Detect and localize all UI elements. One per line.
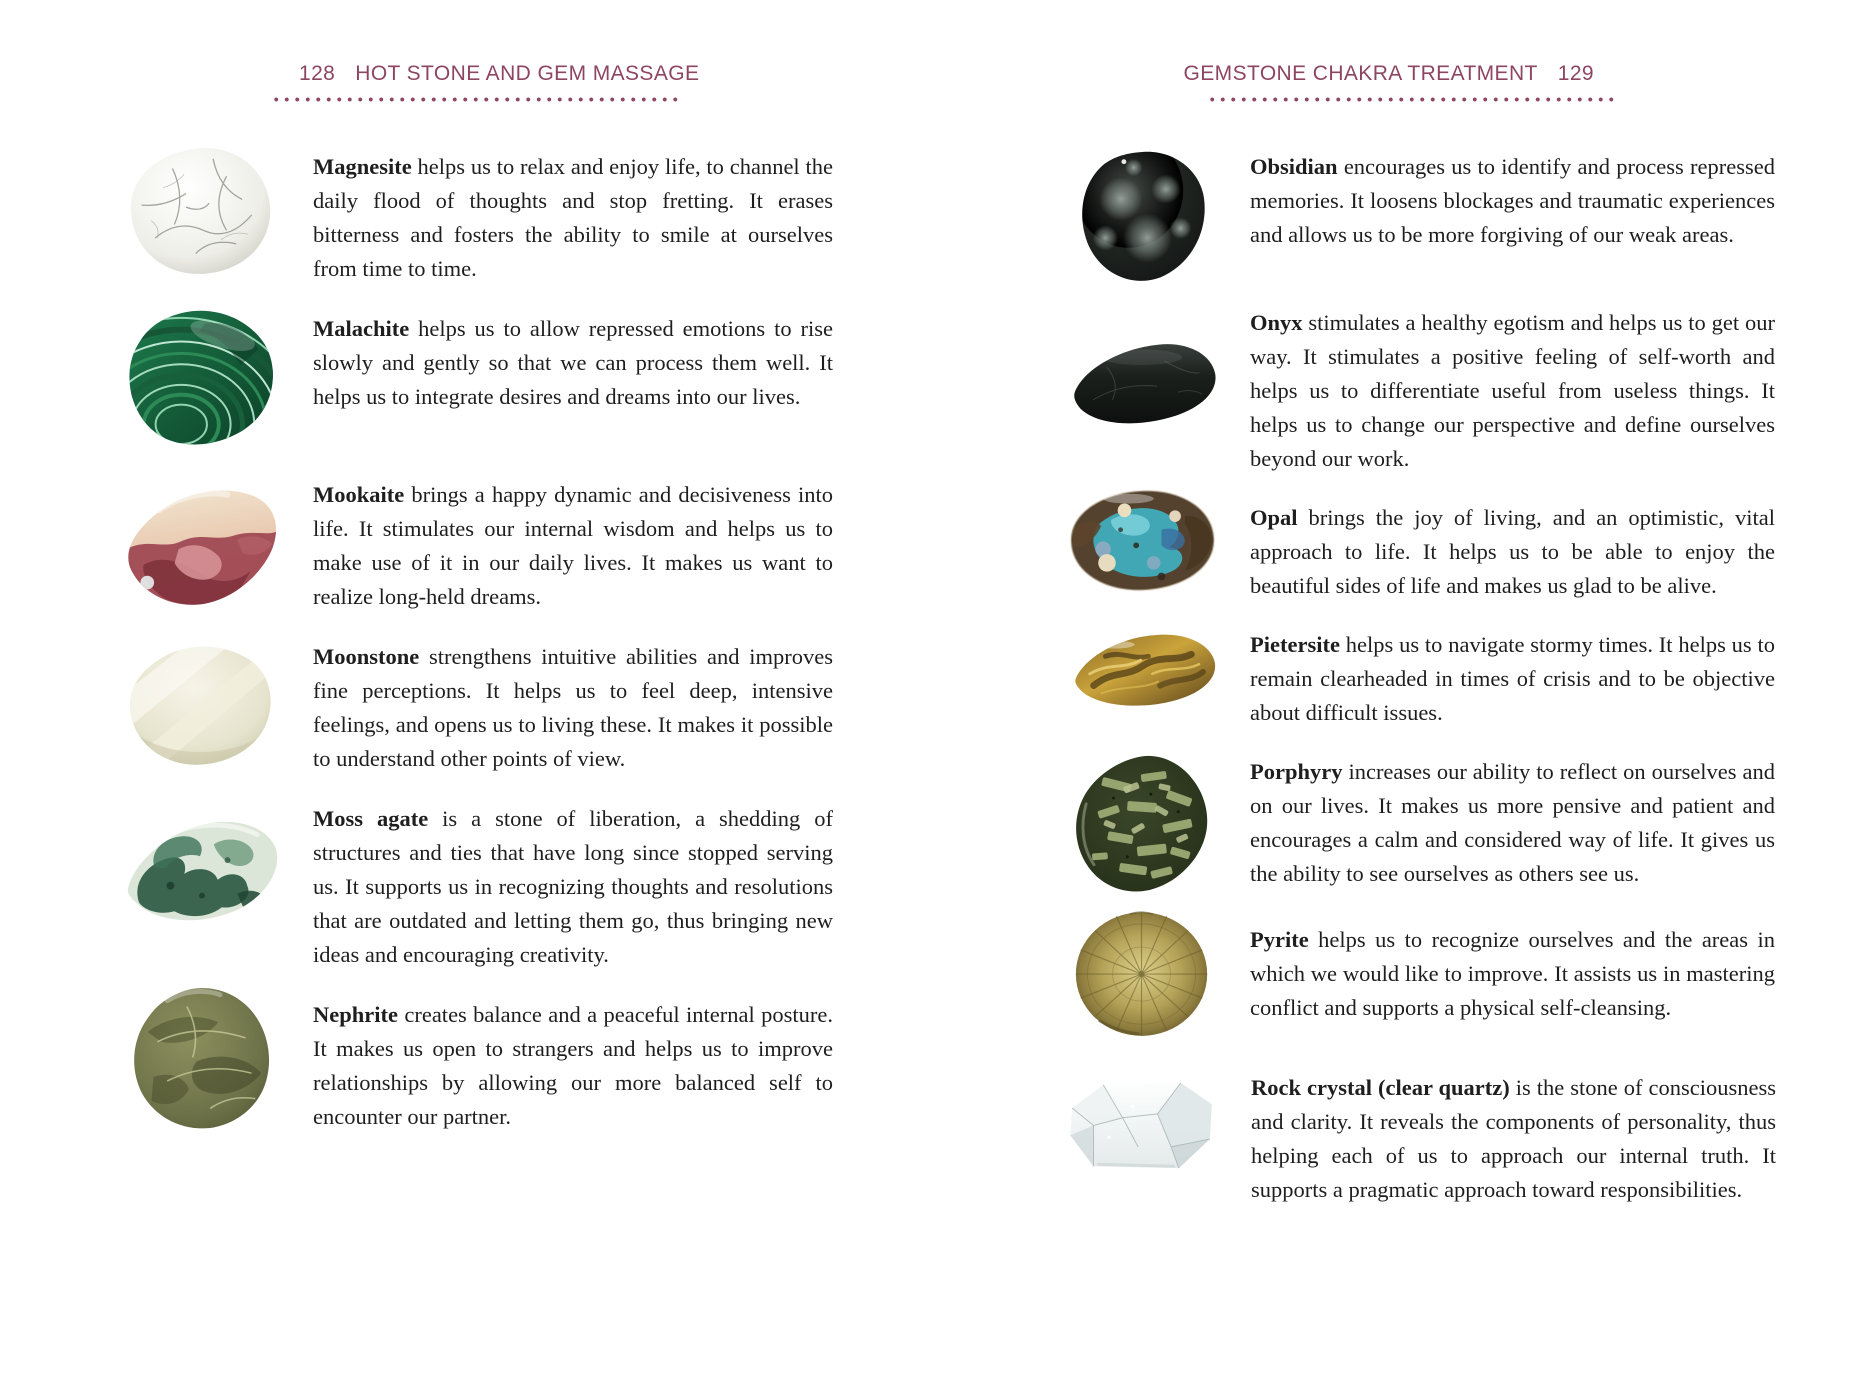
left-page-title: HOT STONE AND GEM MASSAGE [355, 62, 700, 85]
gem-entry-moss-agate [118, 802, 835, 972]
right-page-title: GEMSTONE CHAKRA TREATMENT [1183, 62, 1538, 85]
gem-description-moonstone [313, 640, 833, 776]
gem-body-text: strengthens intuitive abilities and improves fine perceptions. It helps us to feel deep, intensive feelings, and opens us to living these. It makes it possible to understand other points of view. [313, 644, 833, 771]
left-dotted-rule [271, 96, 681, 103]
malachite-stone-image [118, 312, 283, 452]
gem-body-text: helps us to recognize ourselves and the areas in which we would like to improve. It assists us in mastering conflict and supports a physical self-cleansing. [1250, 927, 1775, 1020]
gem-entry-nephrite [118, 998, 835, 1134]
gem-entry-pyrite [1063, 923, 1777, 1046]
gem-entry-malachite [118, 312, 835, 452]
onyx-stone-image [1063, 306, 1220, 427]
gem-entry-pietersite [1063, 628, 1777, 730]
gem-description-pyrite [1250, 923, 1775, 1025]
gem-description-magnesite [313, 150, 833, 286]
gem-name-rock-crystal: Rock crystal (clear quartz) [1251, 1075, 1510, 1100]
gem-description-obsidian [1250, 150, 1775, 252]
gem-name-pietersite: Pietersite [1250, 632, 1340, 657]
gem-description-porphyry [1250, 755, 1775, 891]
gem-entry-magnesite [118, 150, 835, 286]
gem-entry-obsidian [1063, 150, 1777, 281]
gem-entry-mookaite [118, 478, 835, 614]
gem-body-text: is the stone of consciousness and clarity. It reveals the components of personality, thus helping each of us to approach our internal truth. It supports a pragmatic approach toward responsibilities. [1251, 1075, 1776, 1202]
gem-description-pietersite [1250, 628, 1775, 730]
gem-body-text: helps us to allow repressed emotions to rise slowly and gently so that we can process them well. It helps us to integrate desires and dreams into our lives. [313, 316, 833, 409]
obsidian-stone-image [1063, 150, 1220, 281]
right-page-entries [1063, 150, 1777, 1232]
gem-description-rock-crystal [1251, 1071, 1776, 1207]
gem-entry-onyx [1063, 306, 1777, 476]
gem-name-porphyry: Porphyry [1250, 759, 1343, 784]
gem-entry-moonstone [118, 640, 835, 776]
mookaite-stone-image [118, 478, 283, 608]
gem-name-magnesite: Magnesite [313, 154, 412, 179]
gem-body-text: helps us to relax and enjoy life, to channel the daily flood of thoughts and stop fretting. It erases bitterness and fosters the ability to smile at ourselves from time to time. [313, 154, 833, 281]
gem-body-text: stimulates a healthy egotism and helps us to get our way. It stimulates a positive feeling of self-worth and helps us to differentiate useful from useless things. It helps us to change our perspective and define ourselves beyond our work. [1250, 310, 1775, 471]
gem-body-text: is a stone of liberation, a shedding of structures and ties that have long since stopped serving us. It supports us in recognizing thoughts and resolutions that are outdated and letting them go, thus bringing new ideas and encouraging creativity. [313, 806, 833, 967]
gem-name-malachite: Malachite [313, 316, 410, 341]
opal-stone-image [1063, 501, 1220, 594]
gem-name-moss-agate: Moss agate [313, 806, 429, 831]
gem-description-onyx [1250, 306, 1775, 476]
moonstone-stone-image [118, 640, 283, 768]
gem-name-opal: Opal [1250, 505, 1298, 530]
gem-name-moonstone: Moonstone [313, 644, 420, 669]
right-dotted-rule [1207, 96, 1617, 103]
gem-entry-opal [1063, 501, 1777, 603]
rock-crystal-stone-image [1063, 1071, 1221, 1174]
gem-description-malachite [313, 312, 833, 414]
gem-body-text: increases our ability to reflect on ourselves and on our lives. It makes us more pensive and patient and encourages a calm and considered way of life. It gives us the ability to see ourselves as others see us. [1250, 759, 1775, 886]
nephrite-stone-image [118, 998, 283, 1130]
left-page-number: 128 [299, 62, 336, 85]
gem-entry-rock-crystal [1063, 1071, 1777, 1207]
gem-description-mookaite [313, 478, 833, 614]
gem-name-obsidian: Obsidian [1250, 154, 1338, 179]
gem-name-mookaite: Mookaite [313, 482, 405, 507]
gem-name-onyx: Onyx [1250, 310, 1303, 335]
magnesite-stone-image [118, 150, 283, 277]
porphyry-stone-image [1063, 755, 1220, 898]
gem-name-pyrite: Pyrite [1250, 927, 1309, 952]
pyrite-stone-image [1063, 923, 1220, 1046]
gem-description-moss-agate [313, 802, 833, 972]
right-page-number: 129 [1557, 62, 1594, 85]
left-page-entries [118, 150, 835, 1160]
gem-description-nephrite [313, 998, 833, 1134]
gem-body-text: brings the joy of living, and an optimistic, vital approach to life. It helps us to be able to enjoy the beautiful sides of life and makes us glad to be alive. [1250, 505, 1775, 598]
gem-name-nephrite: Nephrite [313, 1002, 398, 1027]
right-running-head [1184, 62, 1594, 86]
gem-body-text: brings a happy dynamic and decisiveness into life. It stimulates our internal wisdom and helps us to make use of it in our daily lives. It makes us want to realize long-held dreams. [313, 482, 833, 609]
moss-agate-stone-image [118, 802, 283, 927]
gem-description-opal [1250, 501, 1775, 603]
gem-body-text: creates balance and a peaceful internal posture. It makes us open to strangers and helps us to improve relationships by allowing our more balanced self to encounter our partner. [313, 1002, 833, 1129]
gem-body-text: helps us to navigate stormy times. It helps us to remain clearheaded in times of crisis and to be objective about difficult issues. [1250, 632, 1775, 725]
gem-entry-porphyry [1063, 755, 1777, 898]
pietersite-stone-image [1063, 628, 1220, 711]
gem-body-text: encourages us to identify and process repressed memories. It loosens blockages and traumatic experiences and allows us to be more forgiving of our weak areas. [1250, 154, 1775, 247]
left-running-head [299, 62, 699, 86]
